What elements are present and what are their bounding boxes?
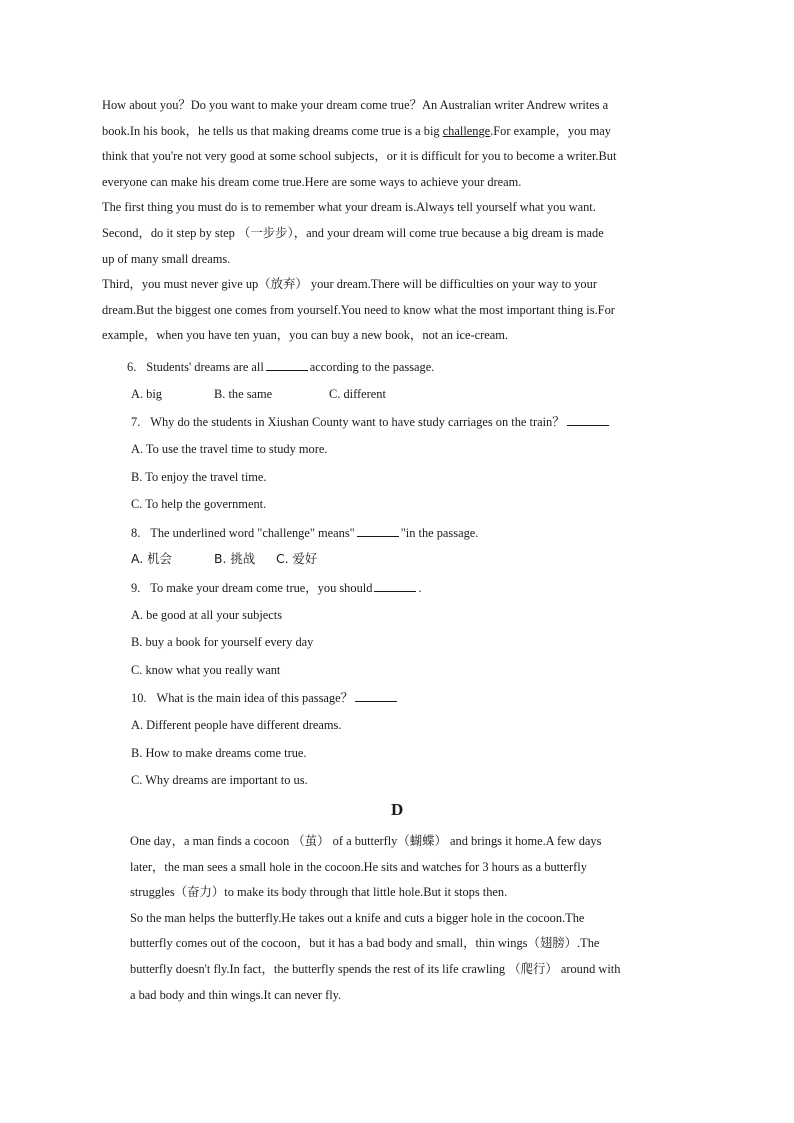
option-a[interactable]: A. Different people have different dreams.: [131, 718, 342, 732]
text-line: butterfly comes out of the cocoon，but it has a bad body and small，thin wings（翅膀）.The: [130, 936, 600, 951]
option-a[interactable]: A. big: [131, 387, 162, 401]
option-b[interactable]: B. 挑战: [214, 551, 256, 566]
text-line: Second，do it step by step （一步步），and your dream will come true because a big dream is made: [102, 225, 604, 240]
option-b[interactable]: B. the same: [214, 387, 273, 401]
answer-blank[interactable]: [374, 579, 416, 592]
text-line: dream.But the biggest one comes from yourself.You need to know what the most important thing is.For: [102, 302, 615, 317]
text-line: a bad body and thin wings.It can never fly.: [130, 987, 342, 1002]
text-line: Third，you must never give up（放弃） your dream.There will be difficulties on your way to your: [102, 277, 597, 292]
option-b[interactable]: B. To enjoy the travel time.: [131, 470, 267, 484]
answer-blank[interactable]: [355, 689, 397, 702]
text-line: book.In his book，he tells us that making dreams come true is a big challenge.For example，you may: [102, 123, 611, 138]
question-10: 10. What is the main idea of this passage？: [131, 689, 399, 706]
option-b[interactable]: B. How to make dreams come true.: [131, 746, 307, 760]
underlined-word: challenge: [442, 123, 491, 138]
option-a[interactable]: A. 机会: [131, 551, 172, 566]
option-c[interactable]: C. 爱好: [276, 551, 318, 566]
answer-blank[interactable]: [567, 413, 609, 426]
text-line: So the man helps the butterfly.He takes out a knife and cuts a bigger hole in the cocoon.The: [130, 910, 585, 925]
question-8: 8. The underlined word "challenge" means" "in the passage.: [131, 526, 479, 540]
option-c[interactable]: C. Why dreams are important to us.: [131, 773, 308, 787]
option-a[interactable]: A. To use the travel time to study more.: [131, 442, 328, 456]
option-b[interactable]: B. buy a book for yourself every day: [131, 635, 314, 649]
option-c[interactable]: C. know what you really want: [131, 663, 281, 677]
question-6-options: [131, 386, 386, 402]
text-line: struggles（奋力）to make its body through that little hole.But it stops then.: [130, 885, 508, 900]
text-line: One day，a man finds a cocoon （茧） of a butterfly（蝴蝶） and brings it home.A few days: [130, 834, 602, 848]
section-heading: D: [391, 800, 404, 819]
question-8-options: [131, 551, 317, 567]
answer-blank[interactable]: [266, 358, 308, 371]
text-line: example，when you have ten yuan，you can buy a new book，not an ice-cream.: [102, 328, 508, 343]
text-line: later，the man sees a small hole in the cocoon.He sits and watches for 3 hours as a butterfly: [130, 859, 587, 874]
option-a[interactable]: A. be good at all your subjects: [131, 608, 283, 622]
text-line: think that you're not very good at some school subjects，or it is difficult for you to become a writer.But: [102, 149, 617, 164]
question-6: 6. Students' dreams are all according to the passage.: [127, 360, 435, 374]
question-9: 9. To make your dream come true，you should .: [131, 581, 422, 595]
text-line: up of many small dreams.: [102, 251, 231, 266]
passage-c-text: [102, 93, 616, 349]
text-line: butterfly doesn't fly.In fact，the butterfly spends the rest of its life crawling （爬行） around with: [130, 961, 621, 976]
option-c[interactable]: C. different: [329, 387, 386, 401]
question-7: 7. Why do the students in Xiushan County want to have study carriages on the train？: [131, 413, 611, 430]
text-line: The first thing you must do is to remember what your dream is.Always tell yourself what you want.: [102, 200, 596, 215]
answer-blank[interactable]: [357, 524, 399, 537]
passage-d-text: [130, 829, 620, 1008]
text-line: How about you？Do you want to make your dream come true？An Australian writer Andrew writes a: [102, 98, 609, 112]
option-c[interactable]: C. To help the government.: [131, 497, 267, 511]
text-line: everyone can make his dream come true.Here are some ways to achieve your dream.: [102, 174, 522, 189]
